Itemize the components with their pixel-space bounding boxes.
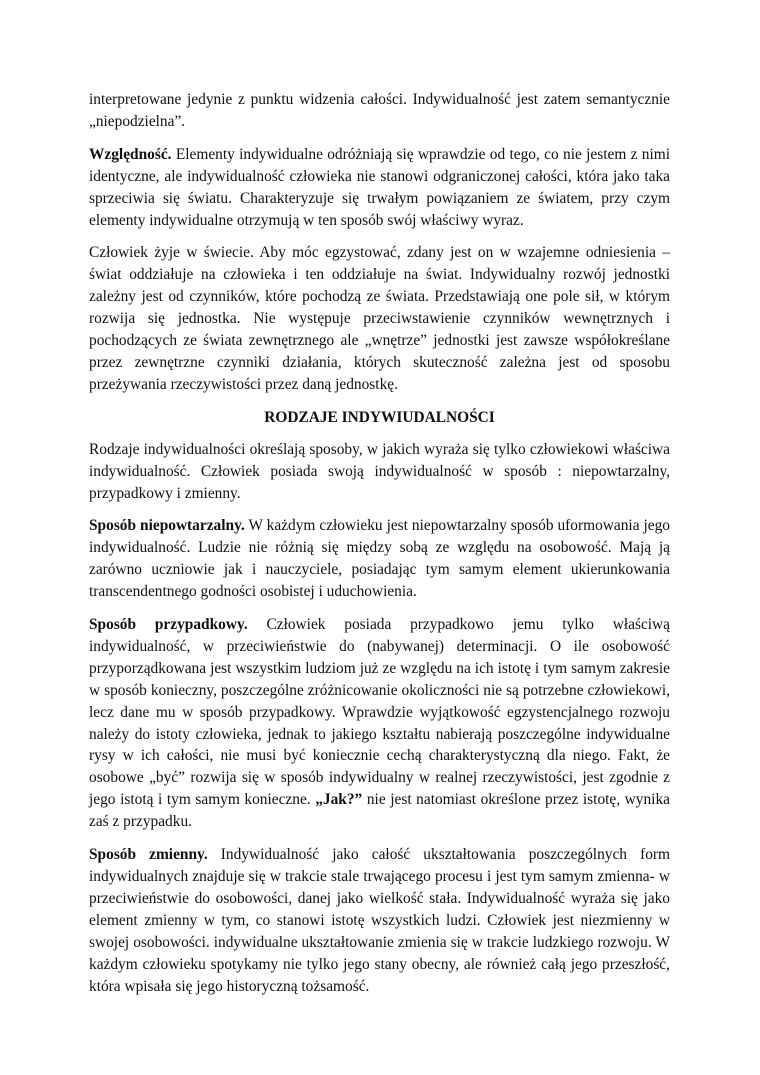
paragraph-text: nie jest natomiast określone przez istotę, wynika zaś z przypadku. bbox=[89, 791, 670, 831]
paragraph-text: Człowiek żyje w świecie. Aby móc egzystować, zdany jest on w wzajemne odniesienia – świat oddziałuje na człowieka i ten oddziałuje na świat. Indywidualny rozwój jednostki zależny jest od czynników, które pochodzą ze świata. Przedstawiają one pole sił, w którym rozwija się jednostka. Nie występuje przeciwstawienie czynników wewnętrznych i pochodzących ze świata zewnętrznego ale „wnętrze” jednostki jest zawsze współokreślane przez zewnętrzne czynniki działania, których skuteczność zależna jest od sposobu przeżywania rzeczywistości przez daną jednostkę. bbox=[89, 244, 670, 393]
paragraph-niepowtarzalny bbox=[89, 515, 670, 603]
paragraph-lead: Względność. bbox=[89, 145, 172, 163]
paragraph-przypadkowy bbox=[89, 614, 670, 833]
paragraph-lead: Sposób zmienny. bbox=[89, 846, 208, 864]
paragraph-text: Indywidualność jako całość ukształtowania poszczególnych form indywidualnych znajduje się w trakcie stale trwającego procesu i jest tym samym zmienna- w przeciwieństwie do osobowości, danej jako wielkość stała. Indywidualność wyraża się jako element zmienny w tym, co stanowi istotę wszystkich ludzi. Człowiek jest niezmienny w swojej osobowości. indywidualne ukształtowanie zmienia się w trakcie ludzkiego rozwoju. W każdym człowieku spotykamy nie tylko jego stany obecny, ale również całą jego przeszłość, która wpisała się jego historyczną tożsamość. bbox=[89, 846, 670, 995]
paragraph-czlowiek-zyje bbox=[89, 242, 670, 395]
paragraph-wzglednosc bbox=[89, 144, 670, 232]
paragraph-text: Człowiek posiada przypadkowo jemu tylko właściwą indywidualność, w przeciwieństwie do (nabywanej) determinacji. O ile osobowość przyporządkowana jest wszystkim ludziom już ze względu na ich istotę i tym samym zakresie w sposób konieczny, poszczególne zróżnicowanie okoliczności nie są potrzebne człowiekowi, lecz dane mu w sposób przypadkowy. Wprawdzie wyjątkowość egzystencjalnego rozwoju należy do istoty człowieka, jednak to jakiego kształtu nabierają poszczególne indywidualne rysy w ich całości, nie musi być koniecznie cechą charakterystyczną dla niego. Fakt, że osobowe „być” rozwija się w sposób indywidualny w realnej rzeczywistości, jest zgodnie z jego istotą i tym samym konieczne. bbox=[89, 616, 671, 809]
paragraph-text: W każdym człowieku jest niepowtarzalny sposób uformowania jego indywidualność. Ludzie nie różnią się między sobą ze względu na osobowość. Mają ją zarówno uczniowie jak i nauczyciele, posiadając tym samym element ukierunkowania transcendentnego godności osobistej i uduchowienia. bbox=[89, 517, 670, 601]
paragraph-text: interpretowane jedynie z punktu widzenia całości. Indywidualność jest zatem semantycznie „niepodzielna”. bbox=[89, 91, 670, 130]
paragraph-lead: Sposób niepowtarzalny. bbox=[89, 517, 245, 535]
document-page bbox=[89, 89, 670, 1008]
paragraph-text: Rodzaje indywidualności określają sposoby, w jakich wyraża się tylko człowiekowi właściwa indywidualność. Człowiek posiada swoją indywidualność w sposób : niepowtarzalny, przypadkowy i zmienny. bbox=[89, 440, 670, 502]
paragraph-zmienny bbox=[89, 844, 670, 997]
paragraph-continuation bbox=[89, 89, 670, 133]
paragraph-lead: Sposób przypadkowy. bbox=[89, 616, 248, 634]
paragraph-text: Elementy indywidualne odróżniają się wprawdzie od tego, co nie jestem z nimi identyczne, ale indywidualność człowieka nie stanowi odgraniczonej całości, która jako taka sprzeciwia się światu. Charakteryzuje się trwałym powiązaniem ze światem, przy czym elementy indywidualne otrzymują w ten sposób swój właściwy wyraz. bbox=[89, 145, 670, 229]
paragraph-rodzaje bbox=[89, 439, 670, 505]
inline-bold-jak: „Jak?” bbox=[315, 791, 363, 809]
section-heading: RODZAJE INDYWIUDALNOŚCI bbox=[264, 408, 495, 426]
